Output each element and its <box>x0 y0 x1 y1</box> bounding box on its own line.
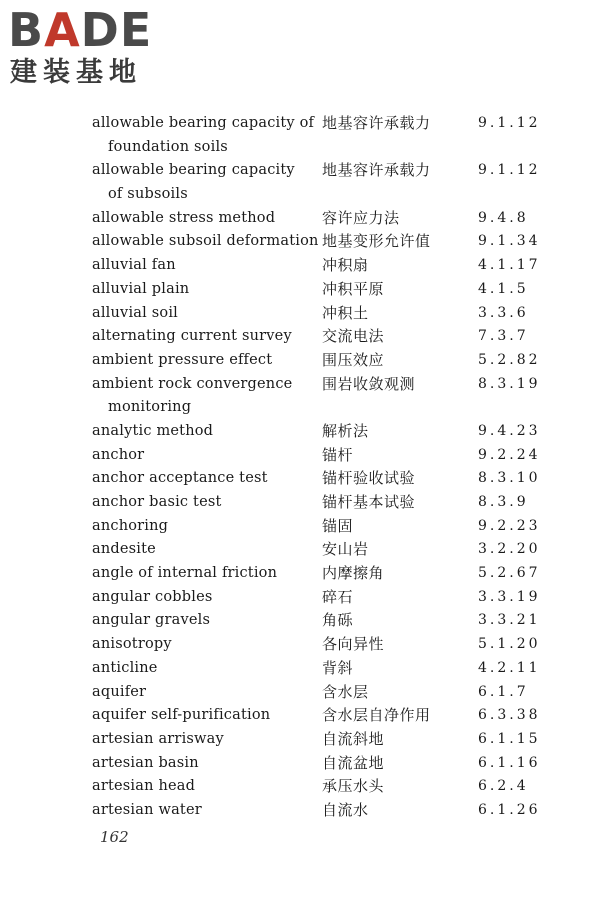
chinese-term: 自流水 <box>322 800 369 819</box>
chinese-term: 围岩收敛观测 <box>322 374 416 393</box>
section-number: 3.2.20 <box>478 541 541 558</box>
glossary-entry <box>0 677 600 701</box>
english-term-line1: allowable bearing capacity <box>92 162 295 179</box>
english-term-line2: monitoring <box>108 399 192 416</box>
glossary-entry <box>0 558 600 582</box>
section-number: 8.3.9 <box>478 494 529 511</box>
english-term-line1: artesian head <box>92 778 196 795</box>
section-number: 6.2.4 <box>478 778 529 795</box>
section-number: 6.3.38 <box>478 707 541 724</box>
section-number: 3.3.19 <box>478 588 541 605</box>
glossary-entry <box>0 771 600 795</box>
english-term-line1: anchor acceptance test <box>92 470 268 487</box>
section-number: 8.3.10 <box>478 470 541 487</box>
glossary-entry <box>0 369 600 416</box>
english-term-line1: anchor basic test <box>92 494 222 511</box>
english-term-line1: artesian arrisway <box>92 730 224 747</box>
chinese-term: 解析法 <box>322 421 369 440</box>
section-number: 9.4.8 <box>478 209 529 226</box>
glossary-entry <box>0 582 600 606</box>
chinese-term: 承压水头 <box>322 777 385 796</box>
english-term-line1: artesian water <box>92 801 202 818</box>
english-term-line1: analytic method <box>92 422 214 439</box>
logo-wordmark: BADE <box>8 3 153 57</box>
english-term-line1: allowable stress method <box>92 209 276 226</box>
section-number: 6.1.26 <box>478 801 541 818</box>
section-number: 7.3.7 <box>478 328 529 345</box>
glossary-entry <box>0 203 600 227</box>
chinese-term: 背斜 <box>322 658 354 677</box>
chinese-term: 锚固 <box>322 516 354 535</box>
glossary-entry <box>0 345 600 369</box>
glossary-entry <box>0 321 600 345</box>
section-number: 6.1.7 <box>478 683 529 700</box>
english-term-line1: aquifer <box>92 683 147 700</box>
section-number: 4.1.17 <box>478 257 541 274</box>
english-term-line1: alluvial soil <box>92 304 179 321</box>
section-number: 9.4.23 <box>478 422 541 439</box>
logo-subtitle: 建装基地 <box>10 57 142 88</box>
section-number: 6.1.16 <box>478 754 541 771</box>
chinese-term: 交流电法 <box>322 327 385 346</box>
chinese-term: 地基容许承载力 <box>322 114 431 132</box>
glossary-entry <box>0 534 600 558</box>
chinese-term: 含水层自净作用 <box>322 706 431 725</box>
glossary-entry <box>0 463 600 487</box>
glossary-entry <box>0 700 600 724</box>
section-number: 5.2.82 <box>478 351 541 368</box>
english-term-line1: alternating current survey <box>92 328 292 345</box>
english-term-line1: angle of internal friction <box>92 565 278 582</box>
section-number: 9.2.24 <box>478 446 541 463</box>
english-term-line1: angular cobbles <box>92 588 213 605</box>
english-term-line2: foundation soils <box>108 138 228 155</box>
chinese-term: 容许应力法 <box>322 208 400 227</box>
english-term-line1: alluvial fan <box>92 257 176 274</box>
glossary-entry <box>0 605 600 629</box>
english-term-line1: ambient rock convergence <box>92 375 293 392</box>
glossary-entry <box>0 250 600 274</box>
english-term-line1: andesite <box>92 541 156 558</box>
chinese-term: 各向异性 <box>322 635 385 654</box>
english-term-line2: of subsoils <box>108 186 188 203</box>
glossary-entry <box>0 724 600 748</box>
english-term-line1: artesian basin <box>92 754 199 771</box>
section-number: 5.1.20 <box>478 636 541 653</box>
glossary-entry <box>0 416 600 440</box>
chinese-term: 地基容许承载力 <box>322 161 431 180</box>
chinese-term: 碎石 <box>322 587 354 606</box>
chinese-term: 锚杆验收试验 <box>322 469 416 488</box>
section-number: 3.3.21 <box>478 612 541 629</box>
glossary-entry <box>0 155 600 202</box>
glossary-entry <box>0 108 600 155</box>
bade-logo <box>8 4 178 94</box>
english-term-line1: anchoring <box>92 517 169 534</box>
english-term <box>92 799 317 823</box>
english-term <box>92 159 317 206</box>
english-term <box>92 112 317 159</box>
section-number: 9.1.34 <box>478 233 541 250</box>
glossary-entry <box>0 511 600 535</box>
section-number: 5.2.67 <box>478 565 541 582</box>
section-number: 9.1.12 <box>478 162 541 179</box>
section-number: 8.3.19 <box>478 375 541 392</box>
chinese-term: 安山岩 <box>322 540 369 559</box>
english-term-line1: anchor <box>92 446 145 463</box>
chinese-term: 自流盆地 <box>322 753 385 772</box>
chinese-term: 含水层 <box>322 682 369 701</box>
glossary-entry <box>0 487 600 511</box>
english-term-line1: angular gravels <box>92 612 211 629</box>
english-term-line1: allowable subsoil deformation <box>92 233 319 250</box>
chinese-term: 内摩擦角 <box>322 564 385 583</box>
glossary-entry <box>0 298 600 322</box>
chinese-term: 锚杆 <box>322 445 354 464</box>
section-number: 6.1.15 <box>478 730 541 747</box>
glossary-entry <box>0 440 600 464</box>
glossary-entry <box>0 629 600 653</box>
section-number: 9.1.12 <box>478 115 541 131</box>
chinese-term: 冲积平原 <box>322 279 385 298</box>
glossary-entry <box>0 748 600 772</box>
section-number: 9.2.23 <box>478 517 541 534</box>
section-number: 4.1.5 <box>478 280 529 297</box>
chinese-term: 围压效应 <box>322 350 385 369</box>
chinese-term: 地基变形允许值 <box>322 232 431 251</box>
english-term <box>92 373 317 420</box>
english-term-line1: aquifer self-purification <box>92 707 271 724</box>
english-term-line1: anisotropy <box>92 636 172 653</box>
chinese-term: 自流斜地 <box>322 729 385 748</box>
glossary-entry <box>0 274 600 298</box>
english-term-line1: alluvial plain <box>92 280 190 297</box>
english-term-line1: allowable bearing capacity of <box>92 115 315 131</box>
chinese-term: 冲积扇 <box>322 256 369 275</box>
glossary-entry <box>0 653 600 677</box>
section-number: 3.3.6 <box>478 304 529 321</box>
english-term-line1: ambient pressure effect <box>92 351 273 368</box>
section-number: 4.2.11 <box>478 659 541 676</box>
english-term-line1: anticline <box>92 659 158 676</box>
page-number: 162 <box>100 828 129 846</box>
chinese-term: 角砾 <box>322 611 354 630</box>
chinese-term: 冲积土 <box>322 303 369 322</box>
chinese-term: 锚杆基本试验 <box>322 493 416 512</box>
glossary-entry <box>0 795 600 819</box>
glossary-list <box>0 108 600 819</box>
glossary-entry <box>0 226 600 250</box>
